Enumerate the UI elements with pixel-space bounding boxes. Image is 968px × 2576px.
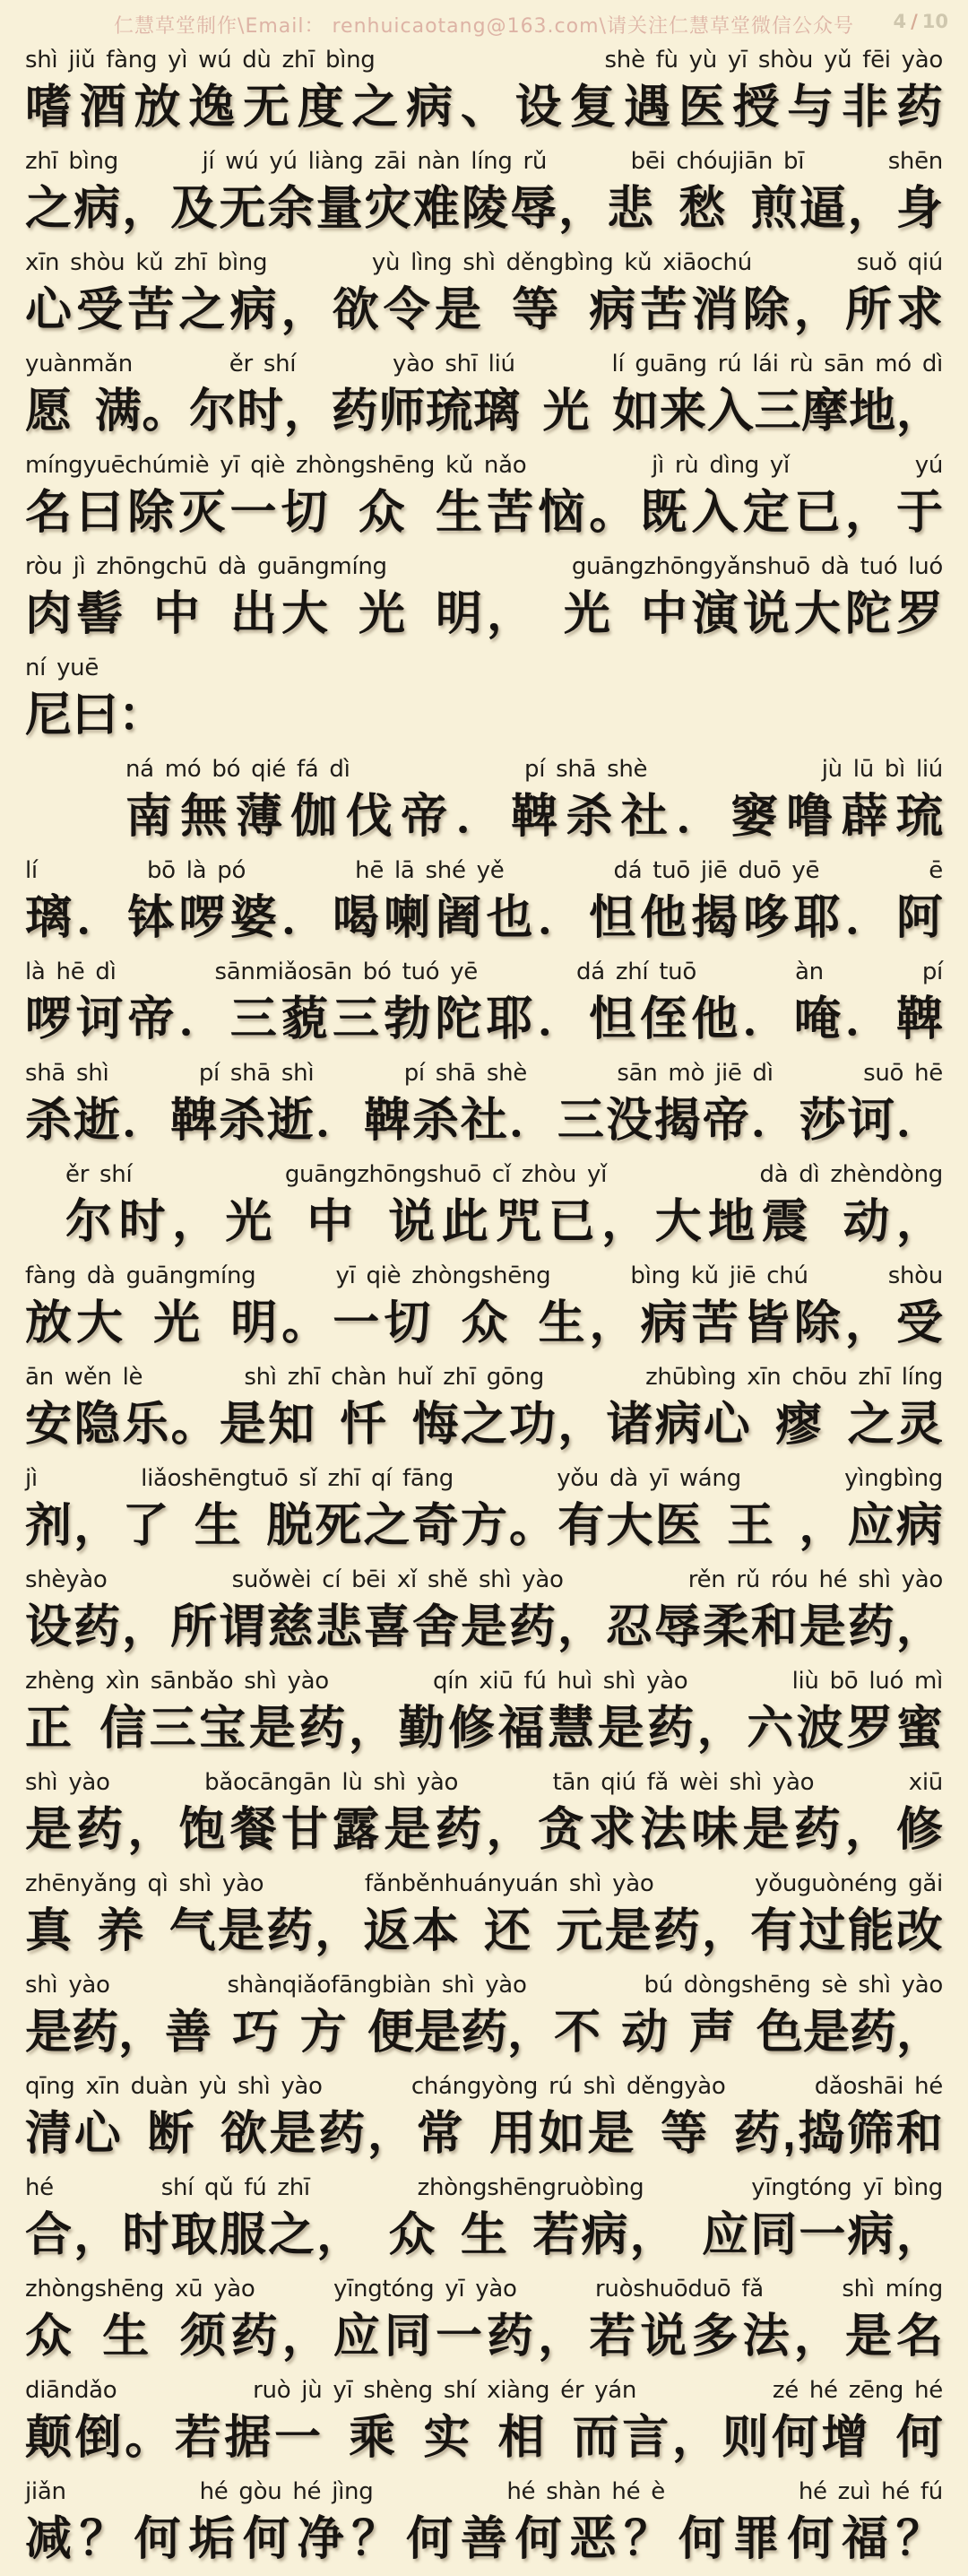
- page-number: [893, 11, 948, 32]
- pinyin-group: zhūbìng xīn chōu zhī líng: [645, 1364, 943, 1391]
- pinyin-line: [25, 246, 943, 276]
- pinyin-line: [25, 1867, 943, 1897]
- pinyin-group: míngyuēchúmiè yī qiè zhòngshēng kǔ nǎo: [25, 452, 527, 479]
- pinyin-group: sān mò jiē dì: [617, 1060, 774, 1087]
- text-pair-16: [25, 1563, 943, 1664]
- hanzi-line: 啰 诃 帝 ． 三 藐 三 勃 陀 耶 ． 怛 侄 他 ． 唵 ． 鞞: [25, 993, 943, 1045]
- pinyin-group: ěr shí: [229, 351, 297, 377]
- pinyin-group: shì míng: [842, 2276, 943, 2303]
- text-pair-3: [25, 246, 943, 347]
- pinyin-line: [25, 2475, 943, 2505]
- hanzi-line: 杀 逝 ． 鞞 杀 逝 ． 鞞 杀 社 ． 三 没 揭 帝 ． 莎 诃 ．: [25, 1095, 943, 1147]
- hanzi-line: 嗜 酒 放 逸 无 度 之 病 、 设 复 遇 医 授 与 非 药: [25, 82, 943, 134]
- pinyin-group: zhī bìng: [25, 148, 118, 175]
- pinyin-line: [25, 955, 943, 985]
- page-header: [0, 0, 968, 41]
- pinyin-group: ē: [929, 857, 943, 884]
- text-pair-5: [25, 448, 943, 550]
- text-pair-12: [25, 1158, 943, 1259]
- pinyin-group: xīn shòu kǔ zhī bìng: [25, 249, 268, 276]
- pinyin-line: [25, 1259, 943, 1289]
- pinyin-group: pí shā shè: [403, 1060, 527, 1087]
- pinyin-group: guāngzhōngyǎnshuō dà tuó luó: [571, 553, 943, 580]
- text-pair-15: [25, 1461, 943, 1563]
- text-pair-4: [25, 347, 943, 448]
- pinyin-group: dá tuō jiē duō yē: [613, 857, 820, 884]
- pinyin-group: qín xiū fú huì shì yào: [433, 1668, 688, 1695]
- text-pair-19: [25, 1867, 943, 1968]
- pinyin-group: zé hé zēng hé: [772, 2377, 943, 2404]
- pinyin-line: [25, 2171, 943, 2201]
- pinyin-group: bō là pó: [146, 857, 246, 884]
- pinyin-group: tān qiú fǎ wèi shì yào: [552, 1769, 815, 1796]
- hanzi-line: 是 药 ， 饱 餐 甘 露 是 药 ， 贪 求 法 味 是 药 ， 修: [25, 1804, 943, 1856]
- pinyin-group: suǒ qiú: [856, 249, 943, 276]
- pinyin-line: [25, 1765, 943, 1796]
- pinyin-group: shè fù yù yī shòu yǔ fēi yào: [604, 47, 943, 74]
- pinyin-group: hé gòu hé jìng: [199, 2478, 374, 2505]
- hanzi-line: 尼曰：: [25, 690, 166, 742]
- pinyin-group: dá zhí tuō: [576, 958, 696, 985]
- pinyin-group: ruòshuōduō fǎ: [595, 2276, 764, 2303]
- watermark-text: 仁慧草堂制作\Email： renhuicaotang@163.com\请关注仁慧草堂微信公众号: [114, 15, 854, 38]
- pinyin-group: hé: [25, 2174, 54, 2201]
- pinyin-group: yīngtóng yī yào: [333, 2276, 517, 2303]
- pinyin-group: suō hē: [863, 1060, 943, 1087]
- pinyin-group: yī qiè zhòngshēng: [335, 1262, 551, 1289]
- pinyin-group: pí shā shè: [524, 756, 648, 783]
- hanzi-line: 安 隐 乐 。 是 知 忏 悔 之 功 ， 诸 病 心 瘳 之 灵: [25, 1399, 943, 1451]
- text-pair-25: [25, 2475, 943, 2576]
- text-pair-9: [25, 854, 943, 955]
- pinyin-group: guāngzhōngshuō cǐ zhòu yǐ: [284, 1161, 608, 1188]
- page-number-separator: /: [911, 11, 918, 32]
- text-pair-20: [25, 1968, 943, 2069]
- pinyin-group: jù lū bì liú: [821, 756, 943, 783]
- text-pair-17: [25, 1664, 943, 1765]
- pinyin-group: jì rù dìng yǐ: [652, 452, 790, 479]
- pinyin-line: [65, 1158, 943, 1188]
- hanzi-line: 清 心 断 欲 是 药 ， 常 用 如 是 等 药 , 捣 筛 和: [25, 2108, 943, 2160]
- pinyin-group: dǎoshāi hé: [814, 2073, 943, 2100]
- pinyin-group: zhòngshēng xū yào: [25, 2276, 255, 2303]
- pinyin-group: shòu: [887, 1262, 943, 1289]
- text-pair-11: [25, 1056, 943, 1158]
- pinyin-group: yīngtóng yī bìng: [751, 2174, 943, 2201]
- page-number-current: 4: [893, 11, 907, 32]
- pinyin-group: diāndǎo: [25, 2377, 117, 2404]
- hanzi-line: 正 信 三 宝 是 药 ， 勤 修 福 慧 是 药 ， 六 波 罗 蜜: [25, 1703, 943, 1755]
- pinyin-group: yú: [914, 452, 943, 479]
- pinyin-group: pí: [921, 958, 943, 985]
- pinyin-line: [25, 1968, 943, 1999]
- pinyin-group: ruò jù yī shèng shí xiàng ér yán: [253, 2377, 637, 2404]
- pinyin-group: lí guāng rú lái rù sān mó dì: [611, 351, 943, 377]
- text-pair-13: [25, 1259, 943, 1360]
- pinyin-group: yǒuguònéng gǎi: [755, 1870, 943, 1897]
- pinyin-line: [25, 1664, 943, 1695]
- hanzi-line: 颠 倒 。 若 据 一 乘 实 相 而 言 ， 则 何 增 何: [25, 2412, 943, 2464]
- pinyin-group: yù lìng shì děngbìng kǔ xiāochú: [371, 249, 752, 276]
- pinyin-group: zhèng xìn sānbǎo shì yào: [25, 1668, 329, 1695]
- text-pair-18: [25, 1765, 943, 1867]
- pinyin-group: xiū: [908, 1769, 943, 1796]
- pinyin-line: [125, 752, 943, 783]
- text-pair-6: [25, 550, 943, 651]
- pinyin-group: hē lā shé yě: [355, 857, 505, 884]
- text-pair-1: [25, 43, 943, 144]
- pinyin-line: [25, 448, 943, 479]
- pinyin-group: shì yào: [25, 1769, 110, 1796]
- pinyin-group: shèyào: [25, 1566, 108, 1593]
- pinyin-group: zhòngshēngruòbìng: [417, 2174, 644, 2201]
- page-number-total: 10: [921, 11, 948, 32]
- pinyin-group: suǒwèi cí bēi xǐ shě shì yào: [231, 1566, 564, 1593]
- hanzi-line: 愿 满 。 尔 时 ， 药 师 琉 璃 光 如 来 入 三 摩 地 ，: [25, 386, 943, 438]
- pinyin-line: [25, 347, 943, 377]
- text-pair-21: [25, 2069, 943, 2171]
- pinyin-group: yuànmǎn: [25, 351, 133, 377]
- pinyin-line: [25, 1563, 943, 1593]
- text-pair-14: [25, 1360, 943, 1461]
- sutra-body: [0, 41, 968, 2576]
- pinyin-group: shànqiǎofāngbiàn shì yào: [227, 1972, 527, 1999]
- hanzi-line: 名 曰 除 灭 一 切 众 生 苦 恼 。 既 入 定 已 ， 于: [25, 487, 943, 539]
- pinyin-group: dà dì zhèndòng: [759, 1161, 943, 1188]
- pinyin-group: shì yào: [25, 1972, 110, 1999]
- pinyin-group: sānmiǎosān bó tuó yē: [214, 958, 479, 985]
- pinyin-group: fǎnběnhuányuán shì yào: [364, 1870, 654, 1897]
- pinyin-line: [25, 144, 943, 175]
- pinyin-group: fàng dà guāngmíng: [25, 1262, 256, 1289]
- pinyin-group: jiǎn: [25, 2478, 66, 2505]
- pinyin-group: shì jiǔ fàng yì wú dù zhī bìng: [25, 47, 376, 74]
- pinyin-line: [25, 1360, 943, 1391]
- pinyin-group: shì zhī chàn huǐ zhī gōng: [244, 1364, 544, 1391]
- pinyin-group: hé shàn hé è: [506, 2478, 665, 2505]
- pinyin-group: bǎocāngān lù shì yào: [204, 1769, 459, 1796]
- pinyin-group: lí: [25, 857, 38, 884]
- pinyin-line: [25, 2272, 943, 2303]
- pinyin-group: ná mó bó qié fá dì: [125, 756, 350, 783]
- pinyin-group: jí wú yú liàng zāi nàn líng rǔ: [202, 148, 548, 175]
- pinyin-group: yào shī liú: [393, 351, 515, 377]
- pinyin-group: chángyòng rú shì děngyào: [411, 2073, 726, 2100]
- pinyin-group: shí qǔ fú zhī: [160, 2174, 310, 2201]
- pinyin-line: [25, 1461, 943, 1492]
- pinyin-group: qīng xīn duàn yù shì yào: [25, 2073, 323, 2100]
- pinyin-group: yìngbìng: [844, 1465, 943, 1492]
- pinyin-group: jì: [25, 1465, 38, 1492]
- text-pair-2: [25, 144, 943, 246]
- pinyin-group: rěn rǔ róu hé shì yào: [687, 1566, 943, 1593]
- pinyin-line: [25, 2069, 943, 2100]
- hanzi-line: 放 大 光 明 。 一 切 众 生 ， 病 苦 皆 除 ， 受: [25, 1297, 943, 1349]
- pinyin-line: [25, 43, 943, 74]
- text-pair-7: [25, 651, 943, 752]
- hanzi-line: 设 药 ， 所 谓 慈 悲 喜 舍 是 药 ， 忍 辱 柔 和 是 药 ，: [25, 1601, 943, 1653]
- hanzi-line: 是 药 ， 善 巧 方 便 是 药 ， 不 动 声 色 是 药 ，: [25, 2007, 943, 2059]
- hanzi-line: 璃 ． 钵 啰 婆 ． 喝 喇 阇 也 ． 怛 他 揭 哆 耶 ． 阿: [25, 892, 943, 944]
- pinyin-line: [25, 550, 943, 580]
- pinyin-group: bìng kǔ jiē chú: [630, 1262, 808, 1289]
- pinyin-line: [25, 2373, 943, 2404]
- hanzi-line: 之 病 ， 及 无 余 量 灾 难 陵 辱 ， 悲 愁 煎 逼 ， 身: [25, 183, 943, 235]
- pinyin-group: shēn: [887, 148, 943, 175]
- pinyin-group: yǒu dà yī wáng: [557, 1465, 741, 1492]
- pinyin-group: là hē dì: [25, 958, 117, 985]
- pinyin-group: ān wěn lè: [25, 1364, 143, 1391]
- hanzi-line: 肉 髻 中 出 大 光 明 ， 光 中 演 说 大 陀 罗: [25, 588, 943, 640]
- text-pair-23: [25, 2272, 943, 2373]
- pinyin-group: zhēnyǎng qì shì yào: [25, 1870, 264, 1897]
- pinyin-group: bú dòngshēng sè shì yào: [644, 1972, 943, 1999]
- hanzi-line: 合 ， 时 取 服 之 ， 众 生 若 病 ， 应 同 一 病 ，: [25, 2209, 943, 2261]
- hanzi-line: 心 受 苦 之 病 ， 欲 令 是 等 病 苦 消 除 ， 所 求: [25, 284, 943, 336]
- pinyin-line: [25, 854, 943, 884]
- pinyin-group: liù bō luó mì: [791, 1668, 943, 1695]
- hanzi-line: 真 养 气 是 药 ， 返 本 还 元 是 药 ， 有 过 能 改: [25, 1905, 943, 1957]
- hanzi-line: 尔 时 ， 光 中 说 此 咒 已 ， 大 地 震 动 ，: [65, 1196, 943, 1248]
- pinyin-line: [25, 1056, 943, 1087]
- text-pair-8: [25, 752, 943, 854]
- pinyin-line: [25, 651, 943, 681]
- hanzi-line: 剂 ， 了 生 脱 死 之 奇 方 。 有 大 医 王 ， 应 病: [25, 1500, 943, 1552]
- pinyin-group: liǎoshēngtuō sǐ zhī qí fāng: [141, 1465, 454, 1492]
- pinyin-group: bēi chóujiān bī: [630, 148, 805, 175]
- pinyin-group: ròu jì zhōngchū dà guāngmíng: [25, 553, 387, 580]
- pinyin-group: ěr shí: [65, 1161, 133, 1188]
- pinyin-group: shā shì: [25, 1060, 109, 1087]
- hanzi-line: 南 無 薄 伽 伐 帝 ． 鞞 杀 社 ． 窭 噜 薜 琉: [125, 791, 943, 843]
- text-pair-24: [25, 2373, 943, 2475]
- text-pair-22: [25, 2171, 943, 2272]
- pinyin-group: hé zuì hé fú: [798, 2478, 943, 2505]
- hanzi-line: 减 ？ 何 垢 何 净 ？ 何 善 何 恶 ？ 何 罪 何 福 ？: [25, 2513, 943, 2565]
- pinyin-group: pí shā shì: [198, 1060, 315, 1087]
- hanzi-line: 众 生 须 药 ， 应 同 一 药 ， 若 说 多 法 ， 是 名: [25, 2311, 943, 2363]
- text-pair-10: [25, 955, 943, 1056]
- pinyin-group: ní yuē: [25, 655, 99, 681]
- pinyin-group: àn: [794, 958, 824, 985]
